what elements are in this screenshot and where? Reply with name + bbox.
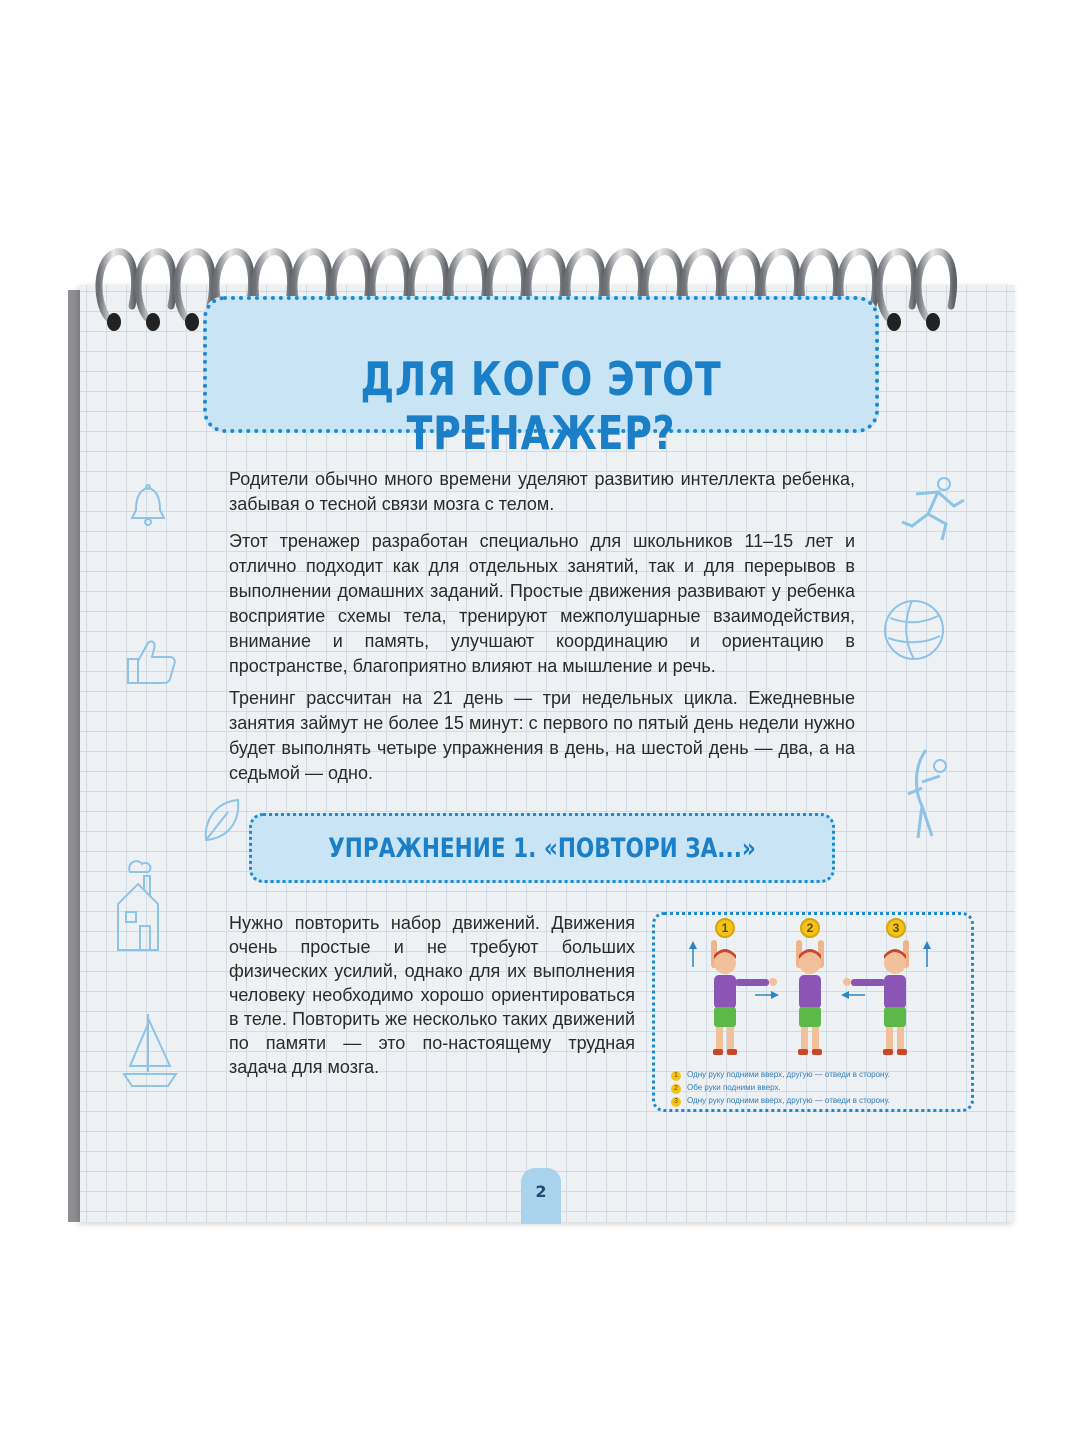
legend-step-3: 3 Одну руку подними вверх, другую — отведи в сторону. [687, 1096, 967, 1107]
paragraph-intro: Родители обычно много времени уделяют развитию интеллекта ребенка, забывая о тесной связи мозга с телом. [229, 469, 855, 514]
sailboat-icon [120, 1010, 180, 1090]
house-icon [108, 854, 164, 954]
step-badge-3: 3 [886, 918, 906, 938]
legend-step-2: 2 Обе руки подними вверх. [687, 1083, 967, 1094]
legend-step-1: 1 Одну руку подними вверх, другую — отведи в сторону. [687, 1070, 967, 1081]
boy-figure-3 [841, 940, 931, 1055]
boy-figures-illustration [655, 935, 971, 1065]
runner-icon [898, 474, 968, 544]
boy-figure-1 [689, 940, 779, 1055]
step-badge-1: 1 [715, 918, 735, 938]
thumbs-up-icon [122, 635, 178, 687]
boy-figure-2 [796, 940, 824, 1055]
paragraph-schedule: Тренинг рассчитан на 21 день — три недельных цикла. Ежедневные занятия займут не более 15 минут: с первого по пятый день недели нужно будет выполнять четыре упражнения в день, на шестой день — два, а на седьмой — одно. [229, 688, 855, 783]
bell-icon [128, 484, 168, 528]
exercise-title: УПРАЖНЕНИЕ 1. «ПОВТОРИ ЗА...» [328, 833, 756, 864]
step-badge-2: 2 [800, 918, 820, 938]
leaf-icon [200, 796, 244, 846]
book-edge [68, 290, 80, 1222]
ball-icon [882, 598, 946, 662]
paragraph-purpose: Этот тренажер разработан специально для школьников 11–15 лет и отлично подходит как для отдельных занятий, так и для перерывов в выполнении домашних заданий. Простые движения развивают у ребенка восприятие схемы тела, тренируют межполушарные взаимодействия, внимание и память, улучшают координацию и ориентацию в пространстве, благоприятно влияют на мышление и речь. [229, 531, 855, 676]
page-number: 2 [521, 1168, 561, 1224]
page-title: ДЛЯ КОГО ЭТОТ ТРЕНАЖЕР? [360, 352, 722, 460]
exercise-description: Нужно повторить набор движений. Движения очень простые и не требуют больших физических усилий, однако для их выполнения человеку необходимо хорошо ориентироваться в теле. Повторить же несколько таких движений по памяти — это по-настоящему трудная задача для мозга. [229, 913, 635, 1077]
gymnast-icon [900, 746, 952, 842]
